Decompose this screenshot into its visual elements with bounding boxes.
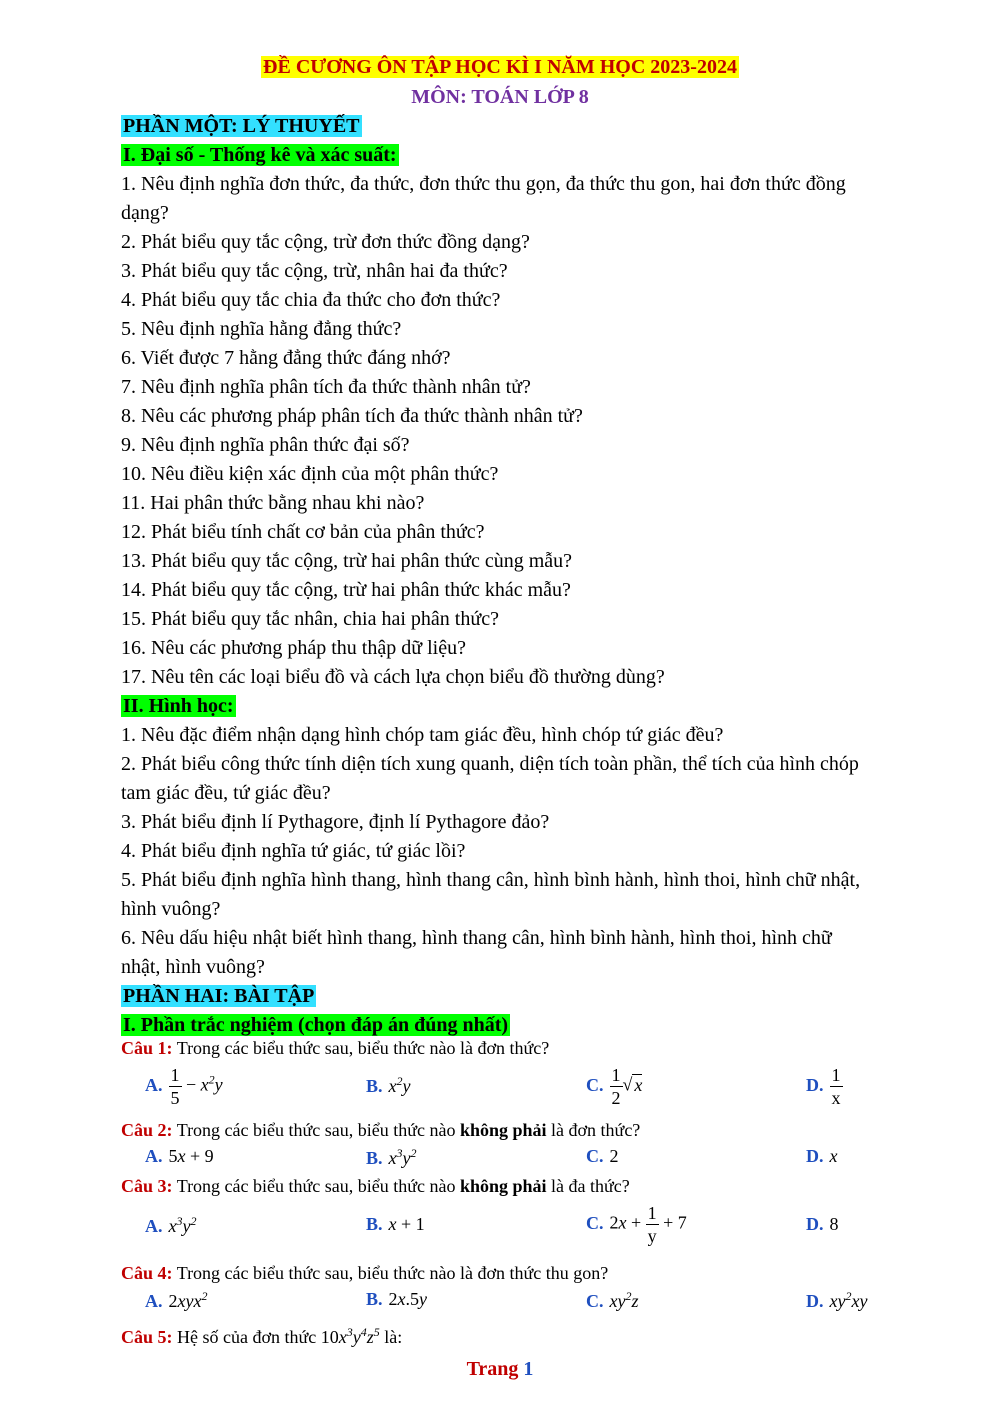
list-item: 15. Phát biểu quy tắc nhân, chia hai phân thức? xyxy=(121,608,499,630)
list-item: 6. Nêu dấu hiệu nhật biết hình thang, hình thang cân, hình bình hành, hình thoi, hình chữ xyxy=(121,927,832,949)
list-item: 10. Nêu điều kiện xác định của một phân thức? xyxy=(121,463,499,485)
list-item: hình vuông? xyxy=(121,898,221,920)
q3-option-c[interactable]: C. 2x + $\frac{1}{y}$ + 7 xyxy=(586,1203,687,1246)
q1-option-c[interactable]: C. $\frac{1}{2}$ √ x xyxy=(586,1065,643,1108)
list-item: 6. Viết được 7 hằng đẳng thức đáng nhớ? xyxy=(121,347,451,369)
list-item: 12. Phát biểu tính chất cơ bản của phân thức? xyxy=(121,521,485,543)
question-5: Câu 5: Hệ số của đơn thức $10x^3y^4z^5$ là: xyxy=(121,1325,403,1347)
list-item: 2. Phát biểu quy tắc cộng, trừ đơn thức đồng dạng? xyxy=(121,231,530,253)
theory-section xyxy=(121,112,936,1040)
part1-heading: PHẦN MỘT: LÝ THUYẾT xyxy=(123,115,360,137)
q4-option-c[interactable]: C. $xy^2z$ xyxy=(586,1289,639,1311)
list-item: 5. Phát biểu định nghĩa hình thang, hình thang cân, hình bình hành, hình thoi, hình chữ nhật, xyxy=(121,869,861,891)
question-2: Câu 2: Trong các biểu thức sau, biểu thức nào không phải là đơn thức? xyxy=(121,1120,641,1140)
list-item: 13. Phát biểu quy tắc cộng, trừ hai phân thức cùng mẫu? xyxy=(121,550,573,572)
list-item: 8. Nêu các phương pháp phân tích đa thức thành nhân tử? xyxy=(121,405,583,427)
q4-option-a[interactable]: A. 2xyx$^2$ xyxy=(145,1289,208,1311)
list-item: 2. Phát biểu công thức tính diện tích xung quanh, diện tích toàn phần, thể tích của hình chóp xyxy=(121,753,859,775)
list-item: 1. Nêu định nghĩa đơn thức, đa thức, đơn thức thu gọn, đa thức thu gon, hai đơn thức đồng xyxy=(121,173,846,195)
q3-option-d[interactable]: D. 8 xyxy=(806,1214,839,1234)
list-item: 4. Phát biểu định nghĩa tứ giác, tứ giác lồi? xyxy=(121,840,466,862)
list-item: 1. Nêu đặc điểm nhận dạng hình chóp tam giác đều, hình chóp tứ giác đều? xyxy=(121,724,724,746)
q2-option-c[interactable]: C. 2 xyxy=(586,1146,619,1166)
document-subtitle: MÔN: TOÁN LỚP 8 xyxy=(411,86,589,108)
q3-option-a[interactable]: A. $x^3y^2$ xyxy=(145,1214,197,1236)
list-item: 4. Phát biểu quy tắc chia đa thức cho đơn thức? xyxy=(121,289,501,311)
list-item: 7. Nêu định nghĩa phân tích đa thức thành nhân tử? xyxy=(121,376,531,398)
list-item: 17. Nêu tên các loại biểu đồ và cách lựa chọn biểu đồ thường dùng? xyxy=(121,666,665,688)
list-item: 16. Nêu các phương pháp thu thập dữ liệu? xyxy=(121,637,466,659)
q1-option-b[interactable]: B. $x^2y$ xyxy=(366,1074,411,1096)
list-item: dạng? xyxy=(121,202,169,224)
q2-option-b[interactable]: B. $x^3y^2$ xyxy=(366,1146,417,1168)
list-item: nhật, hình vuông? xyxy=(121,956,265,978)
q4-option-b[interactable]: B. 2x.5y xyxy=(366,1289,428,1309)
q4-option-d[interactable]: D. $xy^2xy$ xyxy=(806,1289,868,1311)
list-item: 11. Hai phân thức bằng nhau khi nào? xyxy=(121,492,425,514)
part2-heading: PHẦN HAI: BÀI TẬP xyxy=(123,985,315,1007)
q2-option-d[interactable]: D. x xyxy=(806,1146,838,1166)
mc-heading: I. Phần trắc nghiệm (chọn đáp án đúng nhất) xyxy=(123,1014,509,1036)
q1-option-a[interactable]: A. $\frac{1}{5}$ − $x^2y$ xyxy=(145,1065,223,1108)
document-title: ĐỀ CƯƠNG ÔN TẬP HỌC KÌ I NĂM HỌC 2023-2024 xyxy=(263,56,737,78)
question-3: Câu 3: Trong các biểu thức sau, biểu thức nào không phải là đa thức? xyxy=(121,1176,630,1196)
list-item: 3. Phát biểu định lí Pythagore, định lí Pythagore đảo? xyxy=(121,811,550,833)
q2-option-a[interactable]: A. 5x + 9 xyxy=(145,1146,214,1166)
q1-option-d[interactable]: D. $\frac{1}{x}$ xyxy=(806,1065,841,1108)
question-4: Câu 4: Trong các biểu thức sau, biểu thức nào là đơn thức thu gon? xyxy=(121,1263,609,1283)
list-item: 9. Nêu định nghĩa phân thức đại số? xyxy=(121,434,410,456)
q3-option-b[interactable]: B. x + 1 xyxy=(366,1214,425,1234)
list-item: 3. Phát biểu quy tắc cộng, trừ, nhân hai đa thức? xyxy=(121,260,508,282)
question-1: Câu 1: Trong các biểu thức sau, biểu thức nào là đơn thức? xyxy=(121,1038,550,1058)
list-item: tam giác đều, tứ giác đều? xyxy=(121,782,331,804)
geometry-heading: II. Hình học: xyxy=(123,695,234,717)
algebra-heading: I. Đại số - Thống kê và xác suất: xyxy=(123,144,397,166)
list-item: 14. Phát biểu quy tắc cộng, trừ hai phân thức khác mẫu? xyxy=(121,579,571,601)
list-item: 5. Nêu định nghĩa hằng đẳng thức? xyxy=(121,318,402,340)
page-footer: Trang 1 xyxy=(466,1358,534,1380)
